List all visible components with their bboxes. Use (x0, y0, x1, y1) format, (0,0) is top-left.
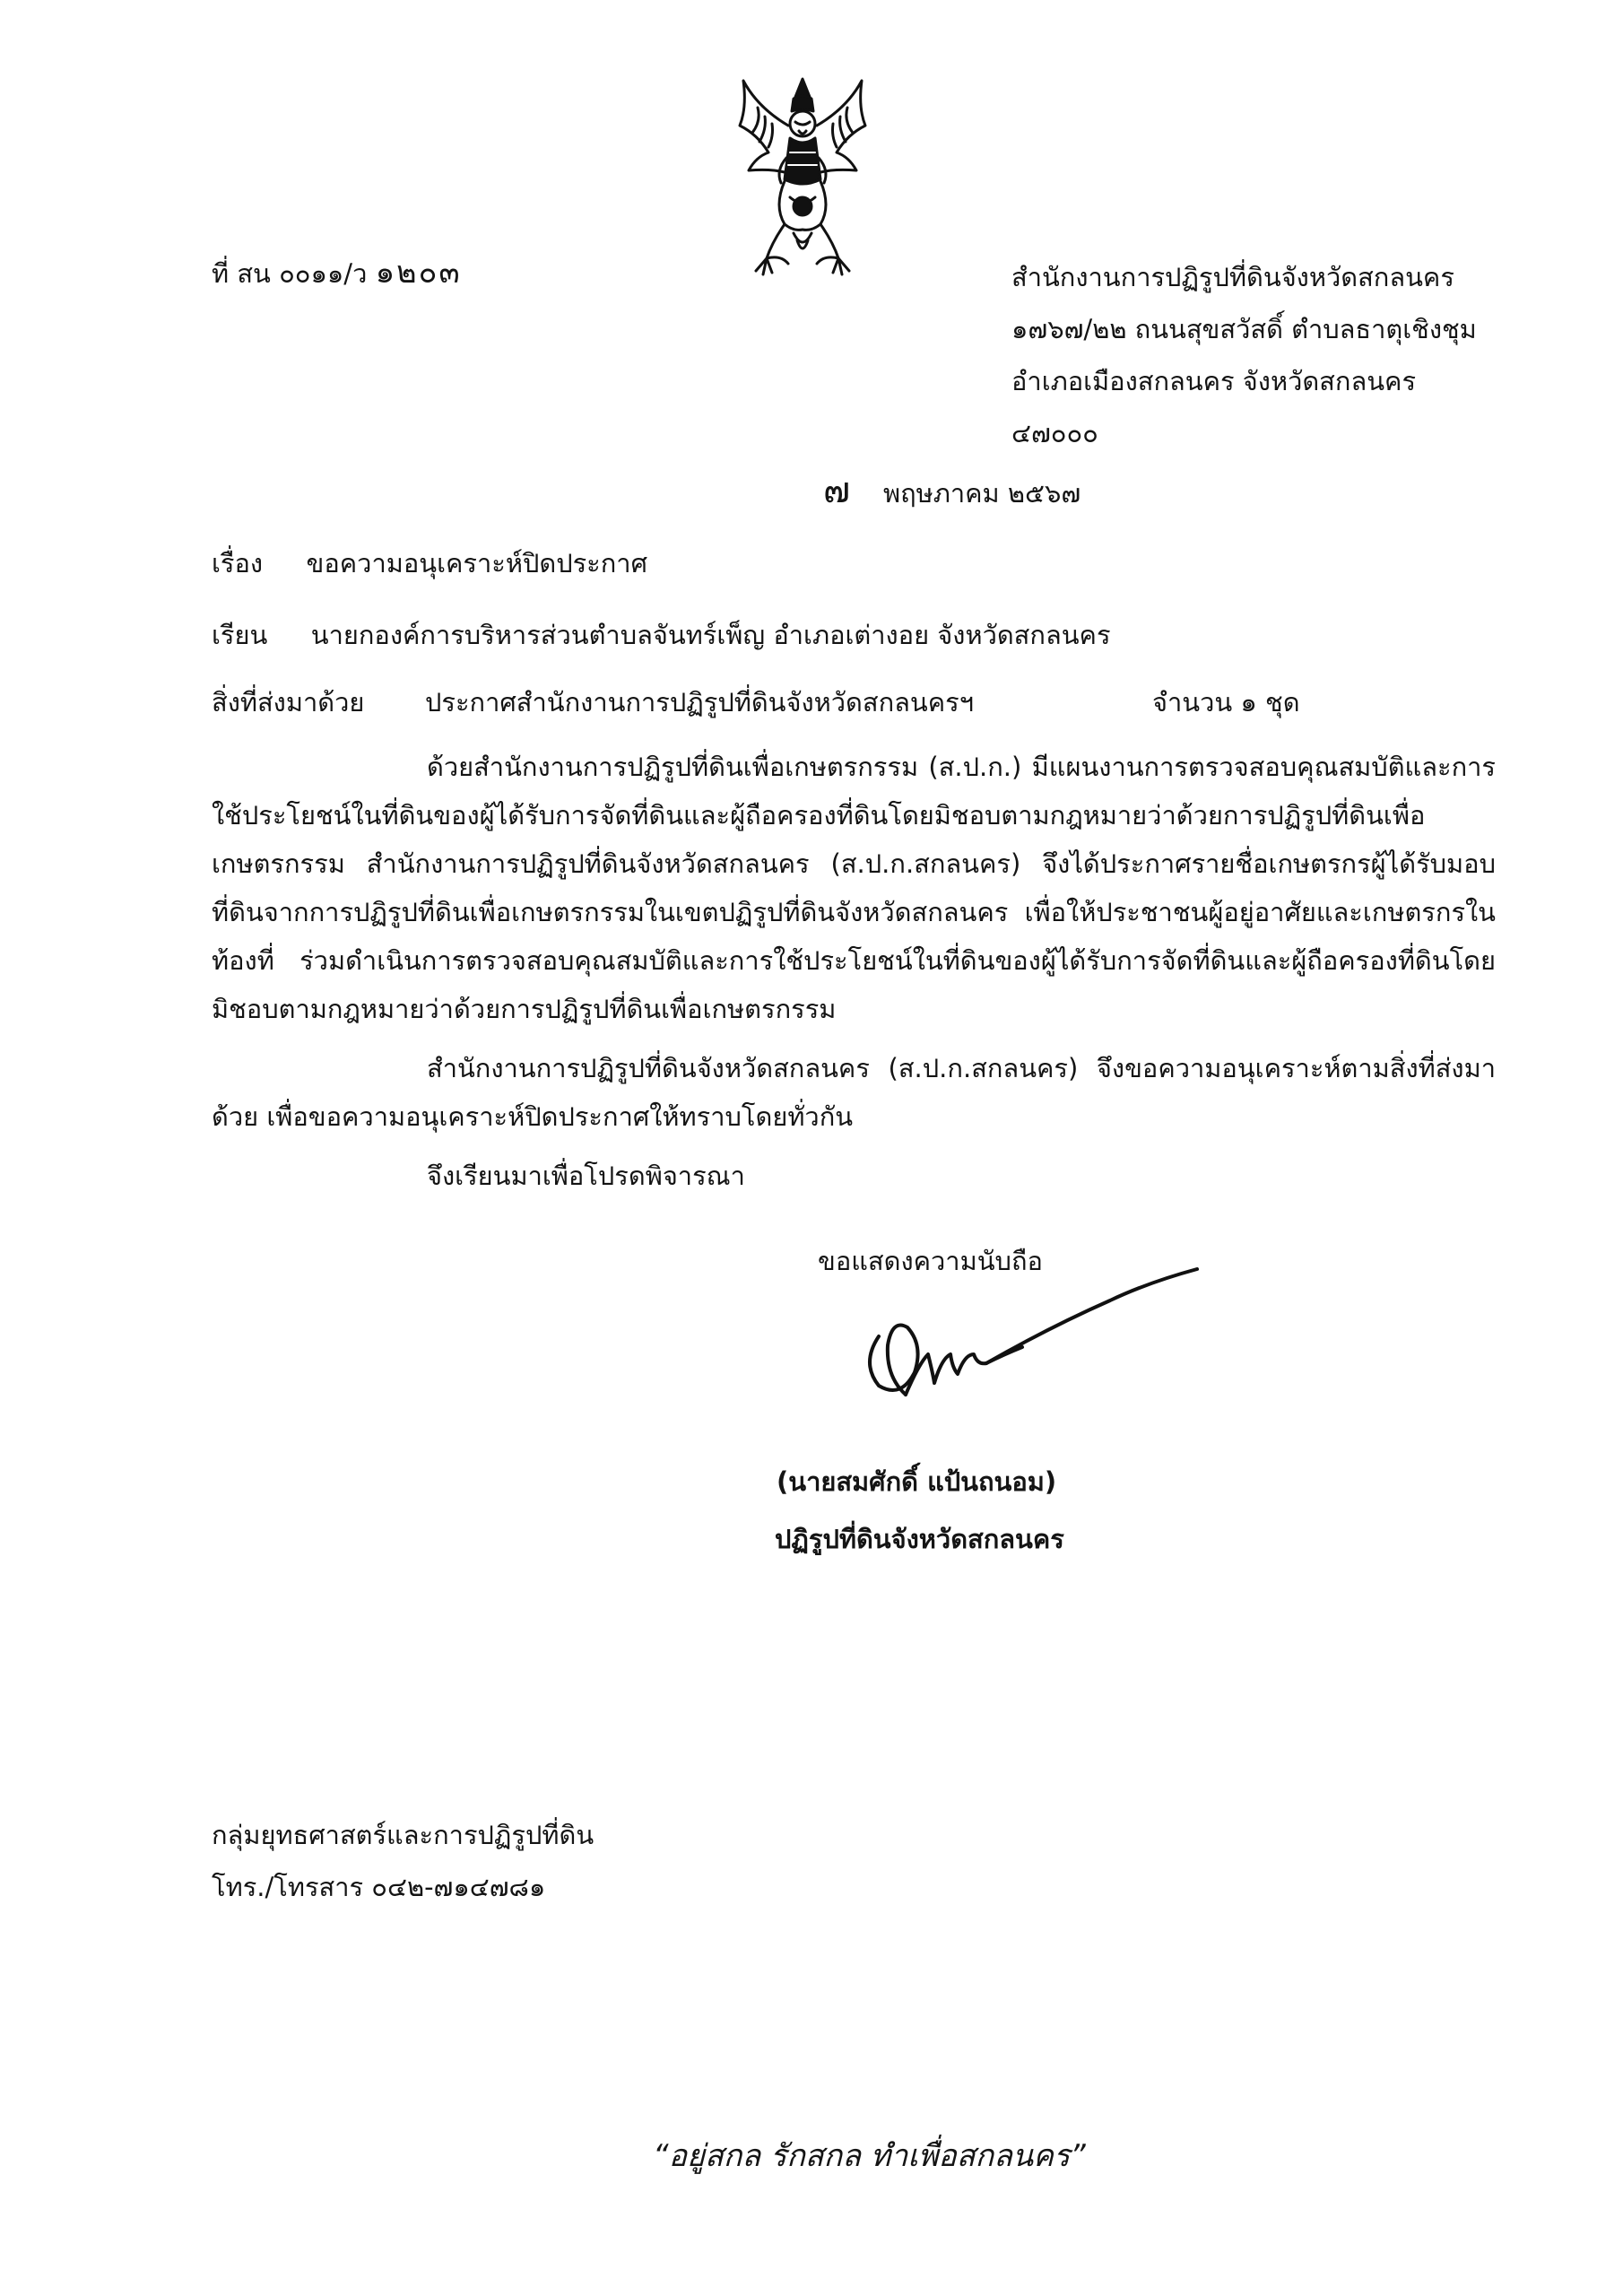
date-month-year: พฤษภาคม ๒๕๖๗ (882, 478, 1081, 509)
letter-date (823, 470, 1081, 511)
date-day: ๗ (823, 470, 851, 511)
reference-prefix: ที่ สน ๐๐๑๑/ว (212, 258, 368, 289)
salutation: ขอแสดงความนับถือ (818, 1246, 1043, 1276)
subject-label: เรื่อง (212, 548, 264, 578)
sender-address (1011, 251, 1477, 459)
signer-position: ปฏิรูปที่ดินจังหวัดสกลนคร (775, 1524, 1064, 1554)
body-paragraph-1: ด้วยสำนักงานการปฏิรูปที่ดินเพื่อเกษตรกรรม (ส.ป.ก.) มีแผนงานการตรวจสอบคุณสมบัติและการใช้ประโยชน์ในที่ดินของผู้ได้รับการจัดที่ดินและผู้ถือครองที่ดินโดยมิชอบตามกฎหมายว่าด้วยการปฏิรูปที่ดินเพื่อเกษตรกรรม สำนักงานการปฏิรูปที่ดินจังหวัดสกลนคร (ส.ป.ก.สกลนคร) จึงได้ประกาศรายชื่อเกษตรกรผู้ได้รับมอบที่ดินจากการปฏิรูปที่ดินเพื่อเกษตรกรรมในเขตปฏิรูปที่ดินจังหวัดสกลนคร เพื่อให้ประชาชนผู้อยู่อาศัยและเกษตรกรในท้องที่ ร่วมดำเนินการตรวจสอบคุณสมบัติและการใช้ประโยชน์ในที่ดินของผู้ได้รับการจัดที่ดินและผู้ถือครองที่ดินโดยมิชอบตามกฎหมายว่าด้วยการปฏิรูปที่ดินเพื่อเกษตรกรรม (212, 752, 1496, 1024)
subject-row (212, 545, 647, 581)
enclosure-value: ประกาศสำนักงานการปฏิรูปที่ดินจังหวัดสกลนครฯ (425, 687, 975, 718)
reference-handwritten-number: ๑๒๐๓ (375, 255, 462, 291)
address-line: สำนักงานการปฏิรูปที่ดินจังหวัดสกลนคร (1011, 262, 1454, 292)
recipient-value: นายกองค์การบริหารส่วนตำบลจันทร์เพ็ญ อำเภอเต่างอย จังหวัดสกลนคร (310, 620, 1111, 650)
enclosure-count: จำนวน ๑ ชุด (1152, 687, 1300, 718)
footer-phone: โทร./โทรสาร ๐๔๒-๗๑๔๗๘๑ (212, 1872, 546, 1902)
address-line: ๑๗๖๗/๒๒ ถนนสุขสวัสดิ์ ตำบลธาตุเชิงชุม (1011, 314, 1477, 344)
recipient-label: เรียน (212, 620, 268, 650)
recipient-row (212, 617, 1111, 653)
closing-line: จึงเรียนมาเพื่อโปรดพิจารณา (427, 1161, 745, 1191)
footer-department: กลุ่มยุทธศาสตร์และการปฏิรูปที่ดิน (212, 1820, 595, 1850)
address-line: อำเภอเมืองสกลนคร จังหวัดสกลนคร (1011, 366, 1417, 396)
signer-name: (นายสมศักดิ์ แป้นถนอม) (777, 1466, 1057, 1497)
handwritten-signature (852, 1220, 1211, 1453)
body-content (212, 743, 1496, 1200)
enclosure-label: สิ่งที่ส่งมาด้วย (212, 687, 365, 718)
provincial-motto: “อยู่สกล รักสกล ทำเพื่อสกลนคร” (653, 2138, 1086, 2174)
subject-value: ขอความอนุเคราะห์ปิดประกาศ (306, 548, 647, 578)
address-line: ๔๗๐๐๐ (1011, 418, 1098, 448)
garuda-emblem-icon (731, 72, 874, 287)
reference-number (212, 255, 462, 291)
body-paragraph-2: สำนักงานการปฏิรูปที่ดินจังหวัดสกลนคร (ส.ป.ก.สกลนคร) จึงขอความอนุเคราะห์ตามสิ่งที่ส่งมาด้วย เพื่อขอความอนุเคราะห์ปิดประกาศให้ทราบโดยทั่วกัน (212, 1053, 1496, 1132)
enclosure-row (212, 684, 364, 720)
